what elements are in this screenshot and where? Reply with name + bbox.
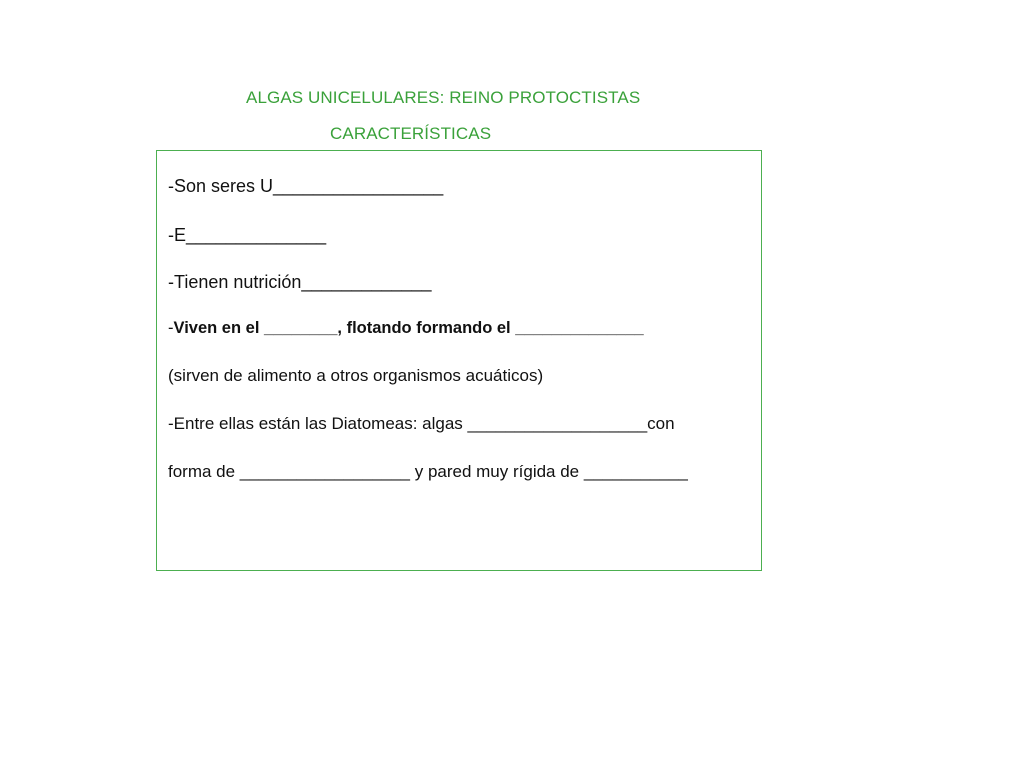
characteristic-line-food-note: (sirven de alimento a otros organismos acuáticos) — [168, 366, 544, 385]
page-title: ALGAS UNICELULARES: REINO PROTOCTISTAS — [246, 88, 641, 107]
section-subtitle: CARACTERÍSTICAS — [330, 124, 492, 143]
characteristic-line-nutrition: -Tienen nutrición_____________ — [168, 272, 432, 292]
habitat-text: Viven en el ________, flotando formando el ______________ — [173, 319, 644, 337]
characteristic-line-e: -E______________ — [168, 225, 327, 245]
characteristic-line-habitat — [168, 319, 644, 338]
characteristic-line-diatom-shape: forma de __________________ y pared muy rígida de ___________ — [168, 462, 688, 481]
characteristic-line-diatoms: -Entre ellas están las Diatomeas: algas ___________________con — [168, 414, 675, 433]
characteristic-line-unicellular: -Son seres U_________________ — [168, 176, 444, 196]
characteristics-box — [156, 150, 762, 571]
line-dash: - — [168, 319, 174, 337]
